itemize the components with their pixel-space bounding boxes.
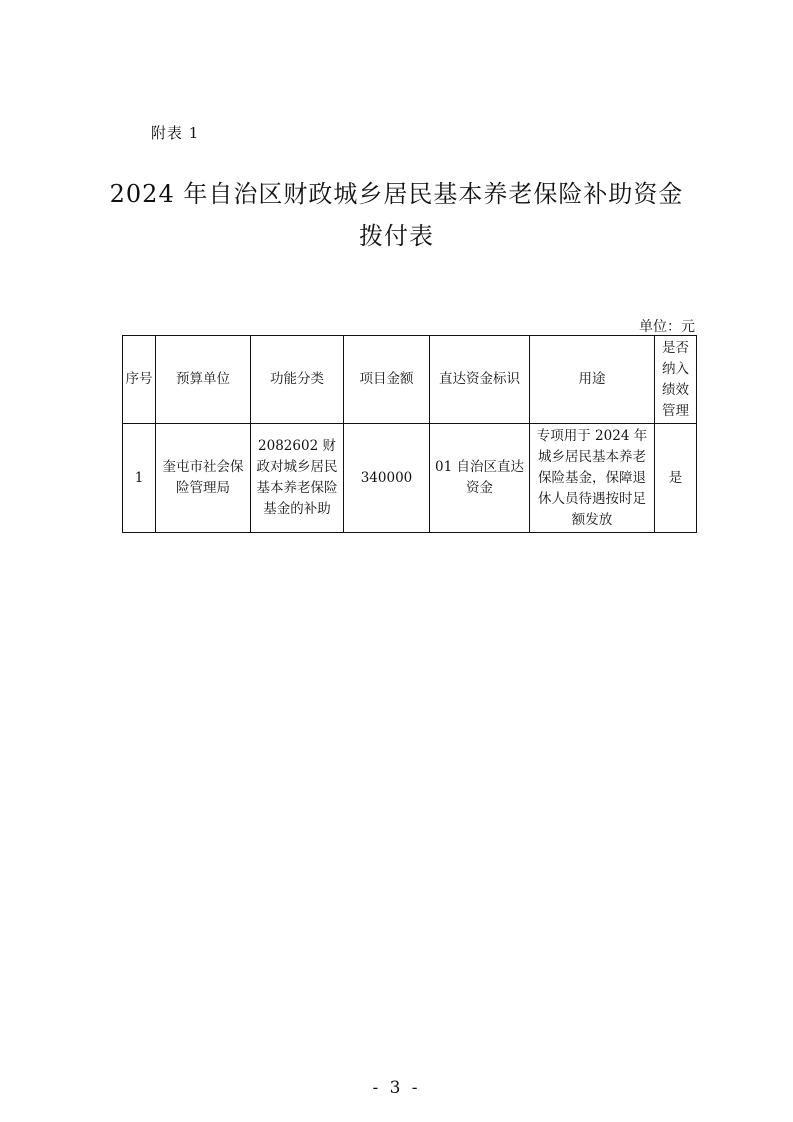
cell-budget-unit: 奎屯市社会保险管理局 [156, 424, 251, 533]
header-direct-fund-tag: 直达资金标识 [430, 336, 530, 424]
header-function-class: 功能分类 [251, 336, 344, 424]
table-row [123, 424, 697, 533]
header-amount: 项目金额 [344, 336, 430, 424]
attachment-label: 附表 1 [151, 124, 200, 142]
page-number: - 3 - [372, 1078, 421, 1098]
table-header-row [123, 336, 697, 424]
header-budget-unit: 预算单位 [156, 336, 251, 424]
header-index: 序号 [123, 336, 156, 424]
cell-purpose: 专项用于 2024 年城乡居民基本养老保险基金，保障退休人员待遇按时足额发放 [530, 424, 655, 533]
header-performance-managed: 是否纳入绩效管理 [655, 336, 697, 424]
cell-performance-managed: 是 [655, 424, 697, 533]
cell-function-class: 2082602 财政对城乡居民基本养老保险基金的补助 [251, 424, 344, 533]
allocation-table [122, 335, 697, 533]
cell-direct-fund-tag: 01 自治区直达资金 [430, 424, 530, 533]
document-title-line-2: 拨付表 [359, 222, 434, 250]
cell-index: 1 [123, 424, 156, 533]
cell-amount: 340000 [344, 424, 430, 533]
unit-label: 单位：元 [639, 319, 695, 335]
header-purpose: 用途 [530, 336, 655, 424]
document-title-line-1: 2024 年自治区财政城乡居民基本养老保险补助资金 [109, 180, 684, 208]
